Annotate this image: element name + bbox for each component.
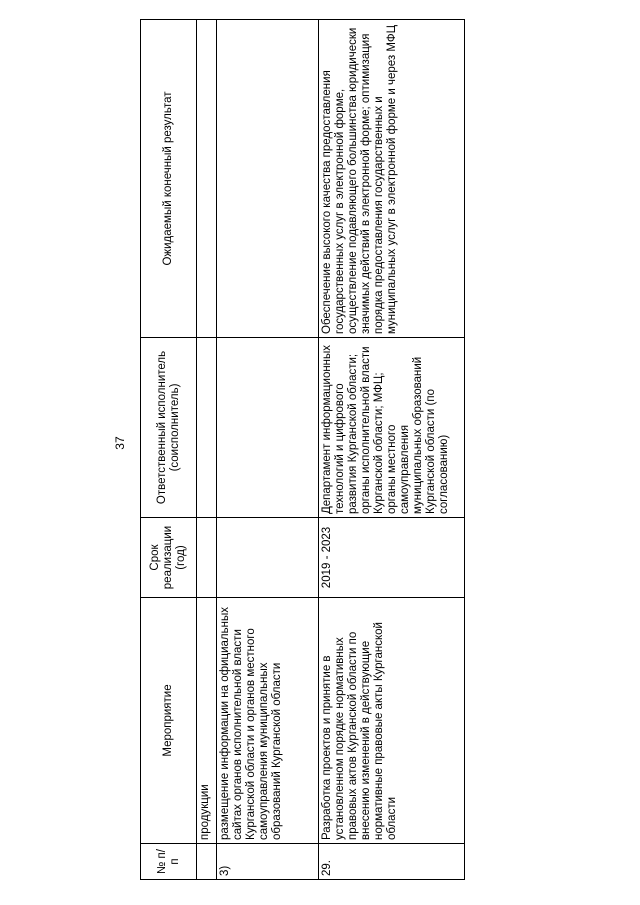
header-event: Мероприятие [141,598,197,844]
cell-num [197,844,217,880]
header-responsible: Ответственный исполнитель (соисполнитель) [141,338,197,518]
cell-result [197,20,217,338]
header-term: Срок реализации (год) [141,518,197,598]
cell-num: 29. [319,844,465,880]
rotated-table-container [140,20,465,880]
table-row [217,20,319,880]
table-row [197,20,217,880]
cell-term [217,518,319,598]
table-header-row [141,20,197,880]
cell-term [197,518,217,598]
plan-table [140,19,465,880]
cell-responsible [197,338,217,518]
cell-result: Обеспечение высокого качества предоставления государственных услуг в электронной форме, осуществление подавляющего большинства юридически значимых действий в электронной форме; оптимизация порядка предоставления государственных и муниципальных услуг в электронной форме и через МФЦ [319,20,465,338]
header-result: Ожидаемый конечный результат [141,20,197,338]
cell-event: продукции [197,598,217,844]
cell-event: Разработка проектов и принятие в установленном порядке нормативных правовых актов Курганской области по внесению изменений в действующие нормативные правовые акты Курганской области [319,598,465,844]
cell-responsible: Департамент информационных технологий и цифрового развития Курганской области; органы исполнительной власти Курганской области; МФЦ; органы местного самоуправления муниципальных образований Курганской области (по согласованию) [319,338,465,518]
cell-responsible [217,338,319,518]
header-num: № п/п [141,844,197,880]
cell-num: 3) [217,844,319,880]
page-number: 37 [113,436,127,450]
table-row [319,20,465,880]
cell-result [217,20,319,338]
cell-term: 2019 - 2023 [319,518,465,598]
cell-event: размещение информации на официальных сайтах органов исполнительной власти Курганской области и органов местного самоуправления муниципальных образований Курганской области [217,598,319,844]
